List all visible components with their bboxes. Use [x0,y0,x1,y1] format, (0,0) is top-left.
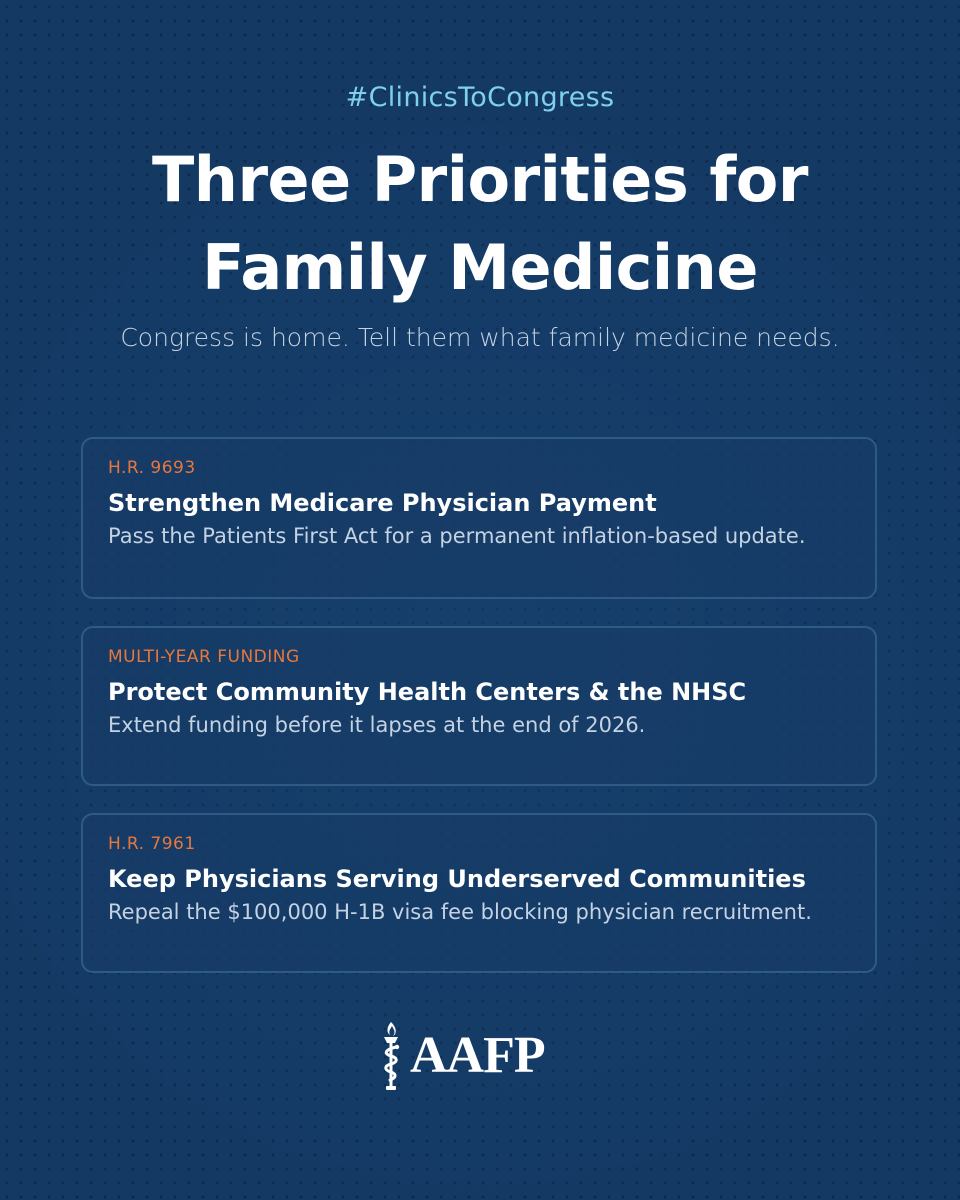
page-title: Three Priorities for Family Medicine [152,143,808,304]
priority-description: Repeal the $100,000 H-1B visa fee blocking physician recruitment. [108,900,812,924]
priority-description: Extend funding before it lapses at the end of 2026. [108,713,646,737]
hashtag: #ClinicsToCongress [345,82,615,113]
aafp-logo [378,1020,545,1092]
priority-card-underserved [81,813,877,973]
priority-card-health-centers [81,626,877,786]
priority-title: Strengthen Medicare Physician Payment [108,489,657,517]
priority-tag: H.R. 9693 [108,458,196,478]
priority-description: Pass the Patients First Act for a permanent inflation-based update. [108,524,806,548]
subtitle: Congress is home. Tell them what family medicine needs. [120,323,840,352]
logo-wordmark: AAFP [410,1027,545,1084]
priority-tag: H.R. 7961 [108,834,196,854]
priority-title: Keep Physicians Serving Underserved Communities [108,865,806,893]
priority-title: Protect Community Health Centers & the NHSC [108,678,747,706]
priority-tag: MULTI-YEAR FUNDING [108,647,300,667]
priority-card-medicare [81,437,877,599]
torch-icon [378,1021,404,1091]
